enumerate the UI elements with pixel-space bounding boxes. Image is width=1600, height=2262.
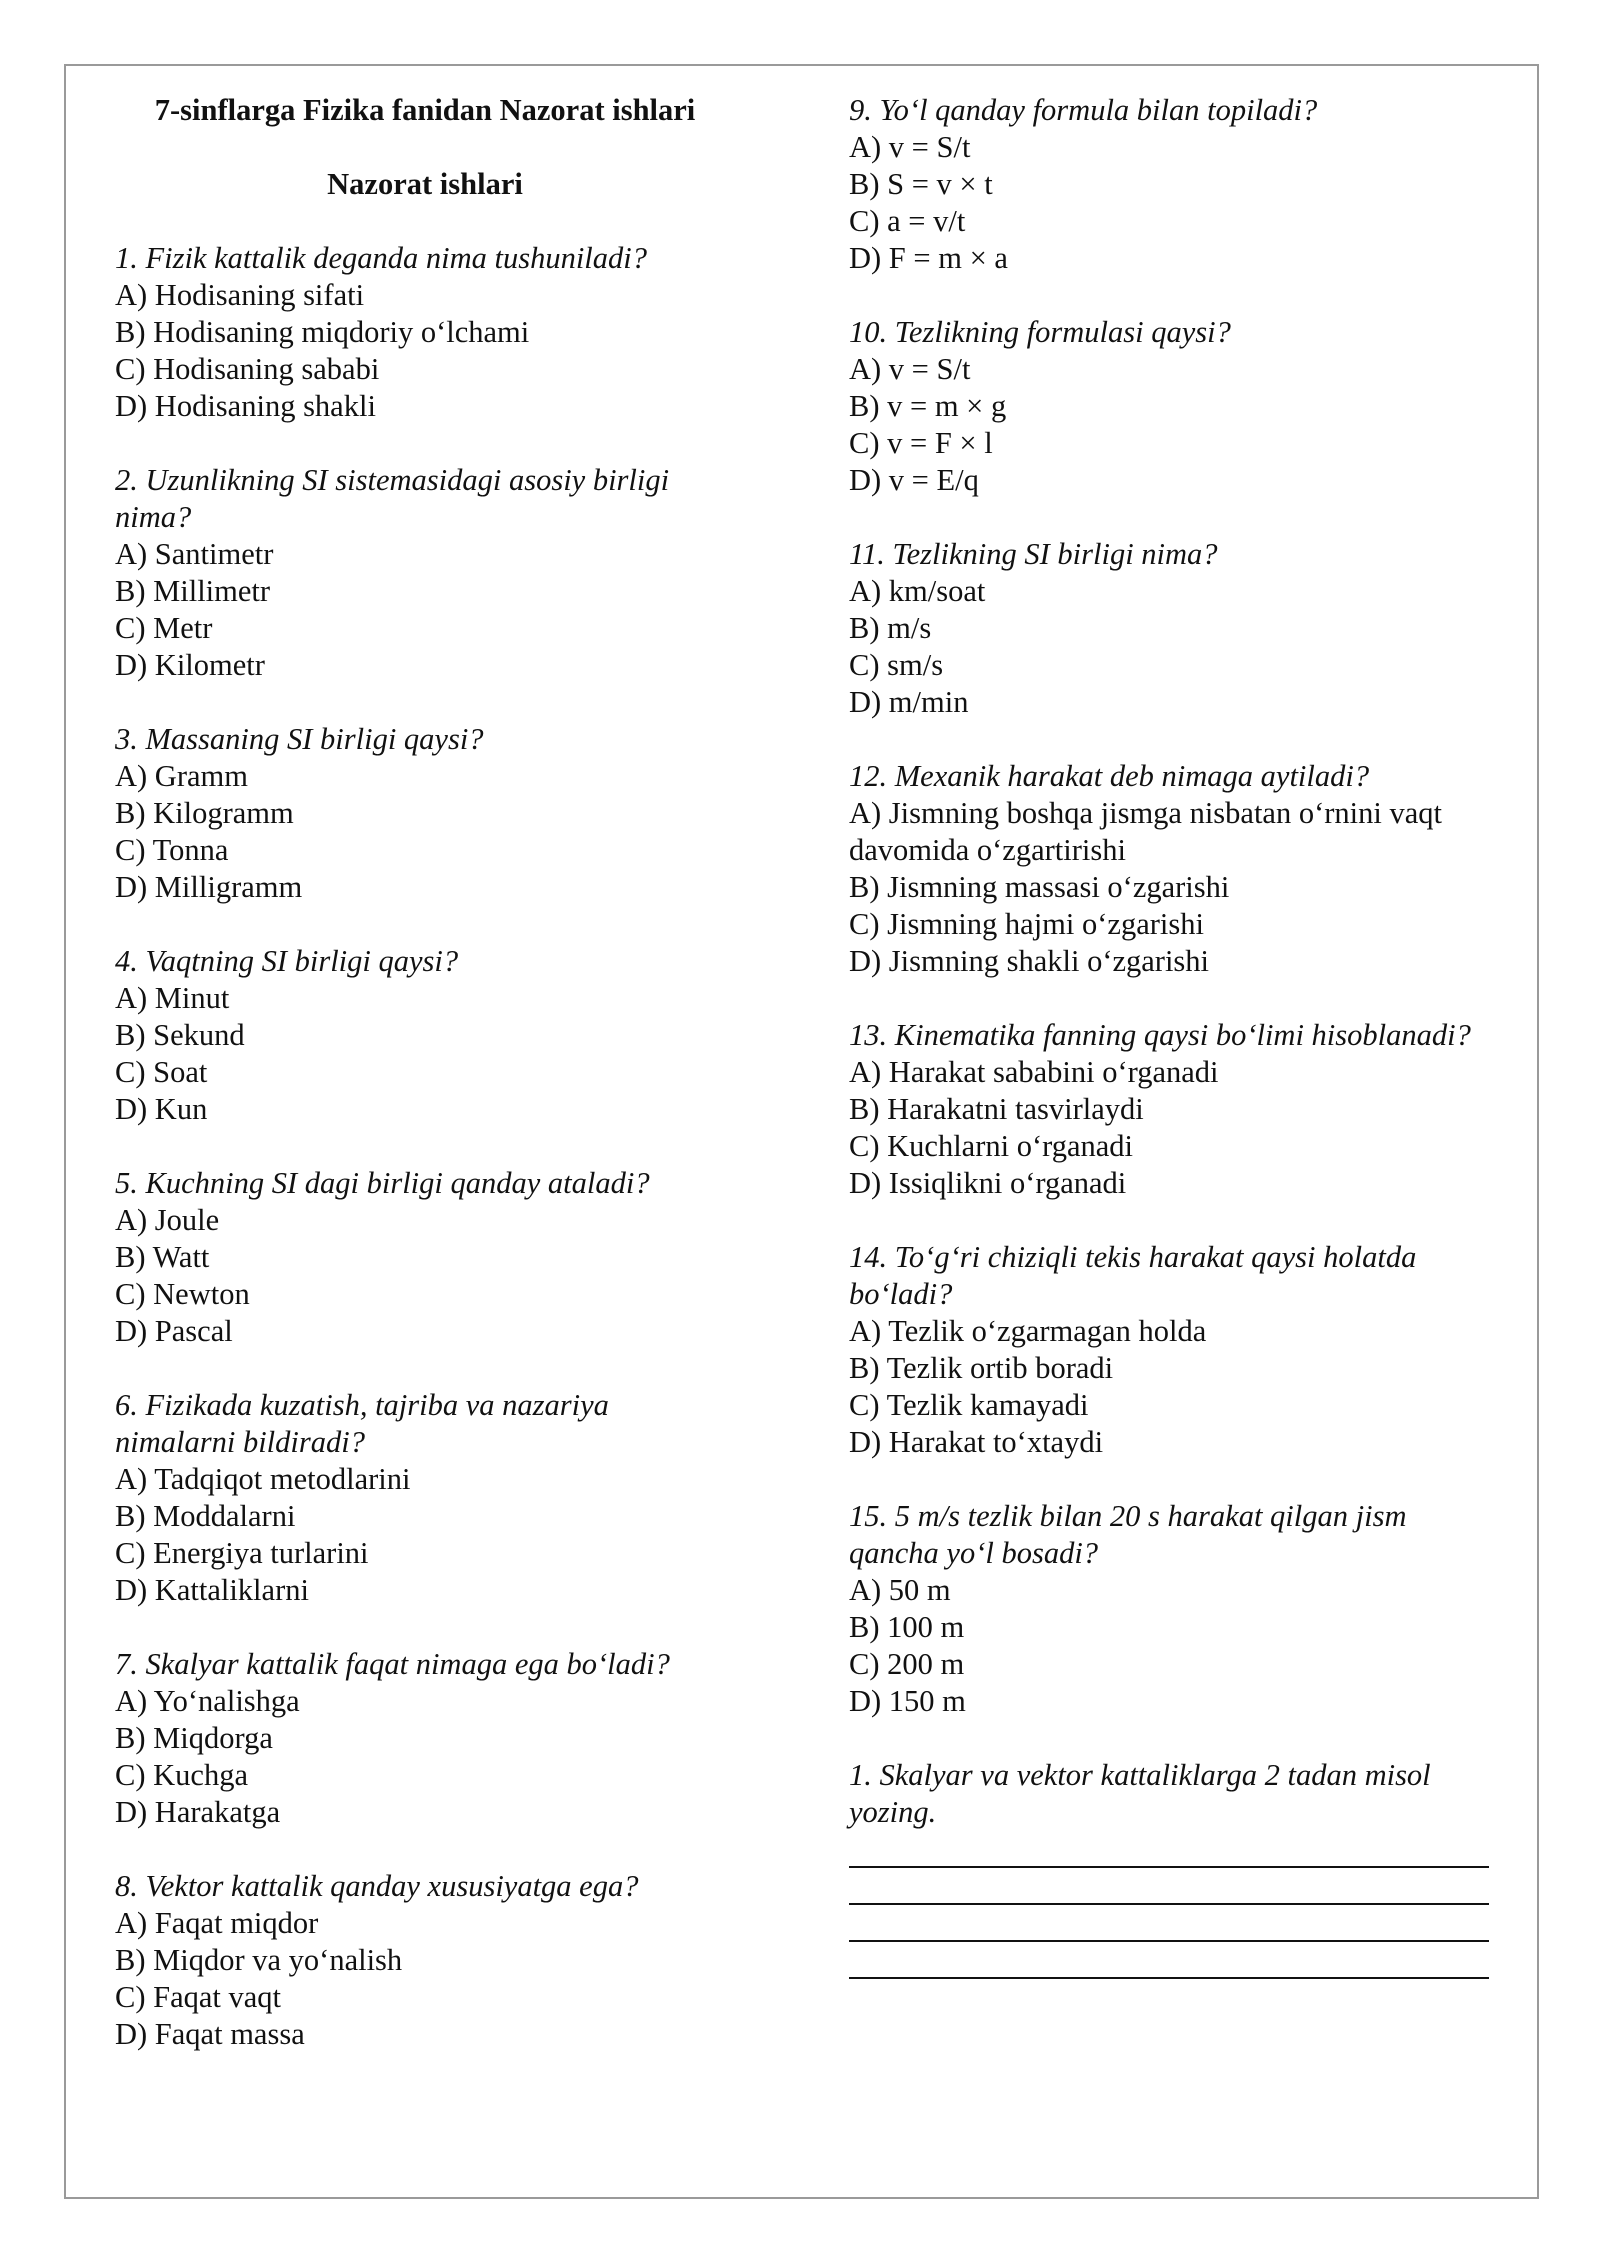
answer-option: C) sm/s bbox=[849, 648, 944, 682]
answer-option: C) 200 m bbox=[849, 1647, 965, 1681]
answer-option: A) Tezlik o‘zgarmagan holda bbox=[849, 1314, 1207, 1348]
answer-option: D) Kilometr bbox=[115, 648, 265, 682]
answer-line[interactable] bbox=[849, 1942, 1489, 1979]
question-text: 1. Fizik kattalik deganda nima tushuniladi? bbox=[115, 241, 648, 275]
question-text: 12. Mexanik harakat deb nimaga aytiladi? bbox=[849, 759, 1370, 793]
answer-option: B) Jismning massasi o‘zgarishi bbox=[849, 870, 1230, 904]
question-text: 3. Massaning SI birligi qaysi? bbox=[115, 722, 484, 756]
answer-option: A) v = S/t bbox=[849, 352, 971, 386]
question-7 bbox=[115, 1646, 735, 1831]
question-11 bbox=[849, 536, 1489, 721]
question-text: 10. Tezlikning formulasi qaysi? bbox=[849, 315, 1231, 349]
question-14 bbox=[849, 1239, 1489, 1461]
answer-option: A) 50 m bbox=[849, 1573, 951, 1607]
written-task bbox=[849, 1757, 1489, 1979]
question-4 bbox=[115, 943, 735, 1128]
question-text: 14. To‘g‘ri chiziqli tekis harakat qaysi holatda bo‘ladi? bbox=[849, 1240, 1417, 1311]
answer-option: D) Kattaliklarni bbox=[115, 1573, 309, 1607]
answer-option: D) Kun bbox=[115, 1092, 208, 1126]
answer-line[interactable] bbox=[849, 1868, 1489, 1905]
question-12 bbox=[849, 758, 1489, 980]
answer-option: D) Milligramm bbox=[115, 870, 303, 904]
document-title: 7-sinflarga Fizika fanidan Nazorat ishlari bbox=[154, 93, 696, 127]
answer-option: A) Joule bbox=[115, 1203, 220, 1237]
section-subtitle: Nazorat ishlari bbox=[327, 167, 523, 201]
answer-option: C) Hodisaning sababi bbox=[115, 352, 380, 386]
answer-option: B) Millimetr bbox=[115, 574, 271, 608]
answer-option: B) Miqdorga bbox=[115, 1721, 273, 1755]
question-1 bbox=[115, 240, 735, 425]
written-task-text: 1. Skalyar va vektor kattaliklarga 2 tadan misol yozing. bbox=[849, 1758, 1431, 1829]
answer-option: B) Miqdor va yo‘nalish bbox=[115, 1943, 403, 1977]
answer-option: D) F = m × a bbox=[849, 241, 1008, 275]
answer-option: D) Harakat to‘xtaydi bbox=[849, 1425, 1104, 1459]
question-6 bbox=[115, 1387, 735, 1609]
answer-option: D) Jismning shakli o‘zgarishi bbox=[849, 944, 1210, 978]
question-text: 9. Yo‘l qanday formula bilan topiladi? bbox=[849, 93, 1318, 127]
answer-option: C) Faqat vaqt bbox=[115, 1980, 282, 2014]
left-question-list bbox=[115, 240, 735, 2053]
question-text: 7. Skalyar kattalik faqat nimaga ega bo‘ladi? bbox=[115, 1647, 670, 1681]
answer-option: B) 100 m bbox=[849, 1610, 965, 1644]
answer-option: A) Tadqiqot metodlarini bbox=[115, 1462, 411, 1496]
answer-option: C) Tonna bbox=[115, 833, 229, 867]
answer-line[interactable] bbox=[849, 1905, 1489, 1942]
answer-option: D) Harakatga bbox=[115, 1795, 281, 1829]
answer-option: A) Yo‘nalishga bbox=[115, 1684, 300, 1718]
answer-option: A) v = S/t bbox=[849, 130, 971, 164]
answer-option: A) Hodisaning sifati bbox=[115, 278, 365, 312]
answer-option: B) Moddalarni bbox=[115, 1499, 296, 1533]
answer-option: D) m/min bbox=[849, 685, 969, 719]
answer-option: B) Kilogramm bbox=[115, 796, 294, 830]
answer-option: C) Jismning hajmi o‘zgarishi bbox=[849, 907, 1204, 941]
answer-option: A) km/soat bbox=[849, 574, 986, 608]
answer-option: D) Issiqlikni o‘rganadi bbox=[849, 1166, 1127, 1200]
answer-option: D) 150 m bbox=[849, 1684, 966, 1718]
answer-option: B) Harakatni tasvirlaydi bbox=[849, 1092, 1144, 1126]
answer-option: A) Gramm bbox=[115, 759, 248, 793]
left-column bbox=[115, 92, 735, 2090]
answer-option: D) Hodisaning shakli bbox=[115, 389, 376, 423]
question-9 bbox=[849, 92, 1489, 277]
question-5 bbox=[115, 1165, 735, 1350]
answer-option: C) Kuchga bbox=[115, 1758, 248, 1792]
answer-option: B) m/s bbox=[849, 611, 932, 645]
answer-option: A) Santimetr bbox=[115, 537, 274, 571]
answer-option: A) Jismning boshqa jismga nisbatan o‘rnini vaqt davomida o‘zgartirishi bbox=[849, 796, 1442, 867]
answer-line[interactable] bbox=[849, 1831, 1489, 1868]
question-text: 11. Tezlikning SI birligi nima? bbox=[849, 537, 1218, 571]
answer-option: D) Pascal bbox=[115, 1314, 233, 1348]
answer-option: C) a = v/t bbox=[849, 204, 966, 238]
answer-option: C) Metr bbox=[115, 611, 213, 645]
answer-option: C) Tezlik kamayadi bbox=[849, 1388, 1089, 1422]
answer-option: B) Hodisaning miqdoriy o‘lchami bbox=[115, 315, 530, 349]
question-13 bbox=[849, 1017, 1489, 1202]
answer-option: B) Sekund bbox=[115, 1018, 245, 1052]
answer-option: C) Kuchlarni o‘rganadi bbox=[849, 1129, 1134, 1163]
question-3 bbox=[115, 721, 735, 906]
answer-option: B) S = v × t bbox=[849, 167, 993, 201]
question-text: 15. 5 m/s tezlik bilan 20 s harakat qilgan jism qancha yo‘l bosadi? bbox=[849, 1499, 1407, 1570]
answer-option: A) Harakat sababini o‘rganadi bbox=[849, 1055, 1219, 1089]
answer-option: C) Energiya turlarini bbox=[115, 1536, 369, 1570]
question-text: 8. Vektor kattalik qanday xususiyatga ega? bbox=[115, 1869, 639, 1903]
question-text: 2. Uzunlikning SI sistemasidagi asosiy birligi nima? bbox=[115, 463, 670, 534]
question-text: 6. Fizikada kuzatish, tajriba va nazariya nimalarni bildiradi? bbox=[115, 1388, 609, 1459]
answer-option: B) v = m × g bbox=[849, 389, 1007, 423]
answer-option: A) Minut bbox=[115, 981, 230, 1015]
answer-option: D) v = E/q bbox=[849, 463, 979, 497]
answer-option: D) Faqat massa bbox=[115, 2017, 305, 2051]
question-text: 4. Vaqtning SI birligi qaysi? bbox=[115, 944, 459, 978]
answer-option: A) Faqat miqdor bbox=[115, 1906, 319, 1940]
question-10 bbox=[849, 314, 1489, 499]
question-2 bbox=[115, 462, 735, 684]
right-column bbox=[849, 92, 1489, 1979]
answer-option: B) Watt bbox=[115, 1240, 210, 1274]
right-question-list bbox=[849, 92, 1489, 1720]
answer-option: C) Soat bbox=[115, 1055, 208, 1089]
question-text: 13. Kinematika fanning qaysi bo‘limi hisoblanadi? bbox=[849, 1018, 1471, 1052]
answer-option: C) v = F × l bbox=[849, 426, 993, 460]
answer-option: C) Newton bbox=[115, 1277, 250, 1311]
question-text: 5. Kuchning SI dagi birligi qanday ataladi? bbox=[115, 1166, 650, 1200]
answer-option: B) Tezlik ortib boradi bbox=[849, 1351, 1114, 1385]
question-15 bbox=[849, 1498, 1489, 1720]
question-8 bbox=[115, 1868, 735, 2053]
